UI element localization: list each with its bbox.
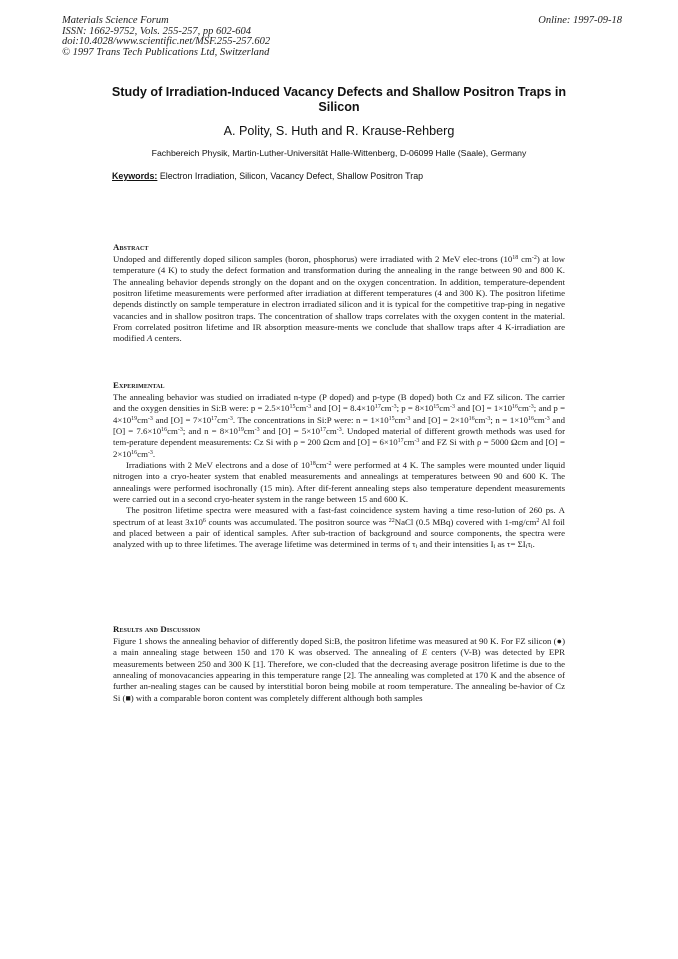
results-section (113, 624, 565, 704)
experimental-paragraph-1: The annealing behavior was studied on irradiated n-type (P doped) and p-type (B doped) both Cz and FZ silicon. The carrier and the oxygen densities in Si:B were: $p = 2.5\times 10^{15}cm^{-3}$ and $[O] = 8.4\times 10^{17}cm^{-3}$; $p = 8\times 10^{15}cm^{-3}$ and $[O] = 1\times 10^{16}cm^{-3}$; and $p = 4\times 10^{19}cm^{-3}$ and $[O] = 7\times 10^{17}cm^{-3}$. The concentrations in Si:P were: $n = 1\times 10^{15}cm^{-3}$ and $[O] = 2\times 10^{16}cm^{-3}$; $n = 1\times 10^{16}cm^{-3}$ and $[O] = 7.6\times 10^{16}cm^{-3}$; and $n = 8\times 10^{19}cm^{-3}$ and $[O] = 5\times 10^{17}cm^{-3}$. Undoped material of different growth methods was used for tem-perature dependent measurements: Cz Si with ρ = 200 Ωcm and $[O] = 6\times 10^{17}cm^{-3}$ and FZ Si with ρ = 5000 Ωcm and $[O] = 2\times 10^{16}cm^{-3}$. (113, 392, 566, 459)
paper-authors: A. Polity, S. Huth and R. Krause-Rehberg (223, 124, 455, 138)
online-date: Online: 1997-09-18 (538, 15, 622, 26)
experimental-section (113, 380, 565, 551)
experimental-paragraph-3: The positron lifetime spectra were measured with a fast-fast coincidence system having a time reso-lution of 260 ps. A spectrum of at least $3x10^6$ counts was accumulated. The positron source was $^{22}$NaCl (0.5 MBq) covered with $1-mg/cm^2$ Al foil and placed between a pair of identical samples. After sub-traction of background and source components, the spectra were analyzed with up to three lifetimes. The average lifetime was determined in terms of $\tau_i$ and their intensities $I_i$ as $\tau= \Sigma I_i\tau_i$. (113, 505, 565, 551)
abstract-section (113, 242, 565, 345)
keywords-label: Keywords: (112, 171, 158, 181)
paper-affiliation: Fachbereich Physik, Martin-Luther-Universität Halle-Wittenberg, D-06099 Halle (Saale), Germany (151, 148, 527, 158)
journal-issn: ISSN: 1662-9752, Vols. 255-257, pp 602-604 (62, 25, 251, 37)
results-text: Figure 1 shows the annealing behavior of differently doped Si:B, the positron lifetime was measured at 90 K. For FZ silicon (●) a main annealing stage between 150 and 170 K was observed. The annealing of E centers (V-B) was detected by EPR measurements between 250 and 300 K [1]. Therefore, we con-cluded that the decreasing average positron lifetime is due to the annealing of monovacancies appearing in this temperature range [2]. The annealing was completed at 170 K and the absence of further an-nealing stages can be caused by interstitial boron being mobile at room temperature. The annealing be-havior of Cz Si (■) with a comparable boron content was completely different although both samples (113, 636, 566, 703)
paper-title: Study of Irradiation-Induced Vacancy Defects and Shallow Positron Traps in Silicon (111, 85, 567, 114)
abstract-heading: Abstract (113, 242, 149, 252)
journal-copyright: © 1997 Trans Tech Publications Ltd, Switzerland (62, 46, 270, 58)
abstract-text: Undoped and differently doped silicon samples (boron, phosphorus) were irradiated with 2 MeV elec-trons ($10^{18}$ $cm^{-2}$) at low temperature (4 K) to study the defect formation and transformation during the annealing in the range between 90 and 800 K. The annealing behavior depends strongly on the dopant and on the oxygen concentration. In addition, temperature-dependent positron lifetime measurements were performed after irradiation at different temperatures (4 and 300 K). The positron lifetime depends distinctly on sample temperature in electron irradiated silicon and it is typical for the competitive trap-ping in negative vacancies and in shallow positron traps. The concentration of shallow traps correlates with the oxygen content in the material. From correlated positron lifetime and IR absorption measure-ments we conclude that shallow traps after 4 K-irradiation are modified A centers. (113, 254, 565, 344)
journal-name: Materials Science Forum (62, 15, 169, 26)
journal-header (62, 16, 622, 58)
journal-doi: doi:10.4028/www.scientific.net/MSF.255-257.602 (62, 36, 271, 48)
keywords-line (112, 171, 612, 181)
results-heading: Results and Discussion (113, 624, 201, 634)
experimental-paragraph-2: Irradiations with 2 MeV electrons and a dose of $10^{18}cm^{-2}$ were performed at 4 K. The samples were mounted under liquid nitrogen into a cryo-heater system that enabled measurements and annealings at temperatures between 90 and 600 K. The annealings were performed isochronally (15 min). After dif-ferent annealing steps also temperature dependent measurements were carried out in a second cryo-heater system in the range between 15 and 600 K. (113, 460, 565, 505)
experimental-heading: Experimental (113, 380, 165, 390)
keywords-text: Electron Irradiation, Silicon, Vacancy Defect, Shallow Positron Trap (159, 171, 424, 181)
